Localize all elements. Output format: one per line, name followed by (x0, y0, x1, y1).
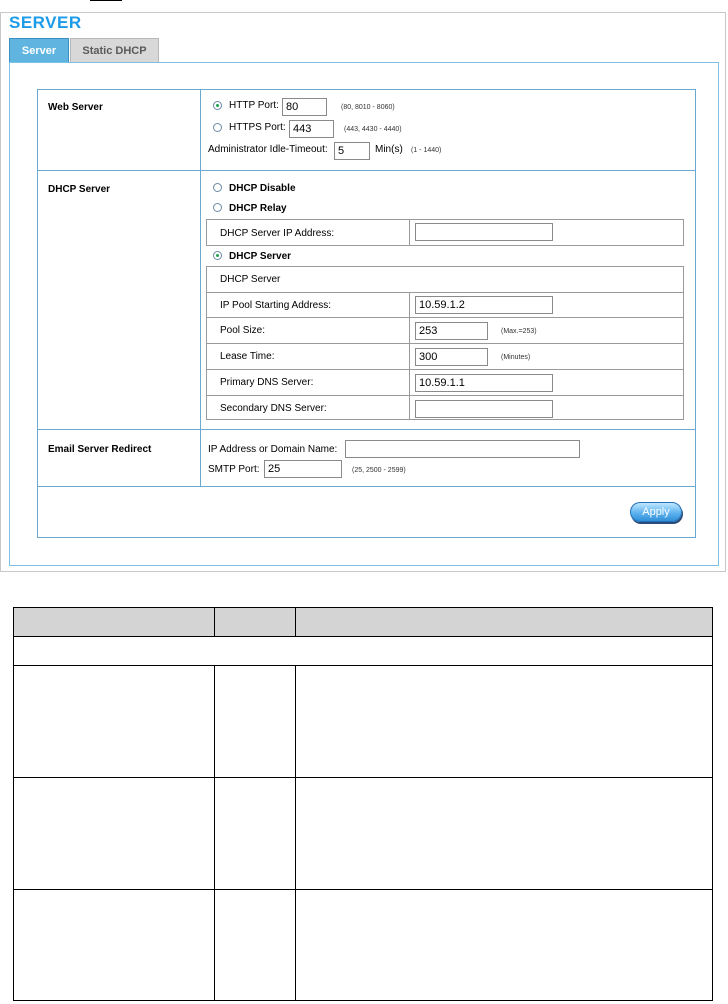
pool-start-input[interactable] (415, 296, 553, 314)
https-port-label: HTTPS Port: (229, 122, 286, 133)
primary-dns-label: Primary DNS Server: (220, 377, 314, 388)
relay-table (206, 219, 684, 246)
top-underline (90, 0, 122, 1)
section-divider (38, 486, 695, 487)
email-redirect-label: Email Server Redirect (48, 444, 152, 455)
pool-size-input[interactable] (415, 322, 488, 340)
smtp-port-input[interactable] (264, 460, 342, 478)
idle-timeout-label: Administrator Idle-Timeout: (208, 144, 328, 155)
idle-timeout-unit: Min(s) (375, 144, 403, 155)
tab-static-dhcp[interactable]: Static DHCP (70, 38, 159, 62)
secondary-dns-input[interactable] (415, 400, 553, 418)
dhcp-relay-label: DHCP Relay (229, 203, 287, 214)
dhcp-table-title: DHCP Server (220, 274, 281, 285)
tab-server[interactable]: Server (9, 38, 69, 62)
https-port-radio[interactable] (213, 123, 222, 132)
dhcp-server-label: DHCP Server (48, 184, 111, 195)
section-divider (38, 170, 695, 171)
server-form (37, 89, 696, 538)
table-header (14, 608, 712, 636)
web-server-label: Web Server (48, 102, 103, 113)
dhcp-server-radio[interactable] (213, 251, 222, 260)
smtp-port-hint: (25, 2500 - 2599) (352, 467, 406, 474)
dhcp-server-option-label: DHCP Server (229, 251, 292, 262)
lease-time-hint: (Minutes) (501, 354, 531, 361)
pool-size-label: Pool Size: (220, 325, 266, 336)
idle-timeout-hint: (1 - 1440) (411, 147, 442, 154)
http-port-hint: (80, 8010 - 8060) (341, 104, 395, 111)
lease-time-input[interactable] (415, 348, 488, 366)
http-port-radio[interactable] (213, 101, 222, 110)
idle-timeout-input[interactable] (334, 142, 370, 160)
smtp-port-label: SMTP Port: (208, 464, 260, 475)
section-divider (38, 429, 695, 430)
dhcp-relay-radio[interactable] (213, 203, 222, 212)
description-table (13, 607, 713, 1001)
primary-dns-input[interactable] (415, 374, 553, 392)
dhcp-server-table (206, 266, 684, 420)
https-port-input[interactable] (289, 120, 334, 138)
email-address-input[interactable] (345, 440, 580, 458)
lease-time-label: Lease Time: (220, 351, 275, 362)
http-port-input[interactable] (282, 98, 327, 116)
pool-start-label: IP Pool Starting Address: (220, 300, 331, 311)
email-address-label: IP Address or Domain Name: (208, 444, 338, 455)
http-port-label: HTTP Port: (229, 100, 279, 111)
apply-button[interactable]: Apply (630, 502, 682, 522)
dhcp-disable-radio[interactable] (213, 183, 222, 192)
pool-size-hint: (Max.=253) (501, 328, 537, 335)
page-title: SERVER (9, 13, 82, 32)
relay-ip-label: DHCP Server IP Address: (220, 228, 335, 239)
dhcp-disable-label: DHCP Disable (229, 183, 296, 194)
relay-ip-input[interactable] (415, 223, 553, 241)
https-port-hint: (443, 4430 - 4440) (344, 126, 402, 133)
secondary-dns-label: Secondary DNS Server: (220, 403, 327, 414)
column-divider (200, 90, 201, 486)
